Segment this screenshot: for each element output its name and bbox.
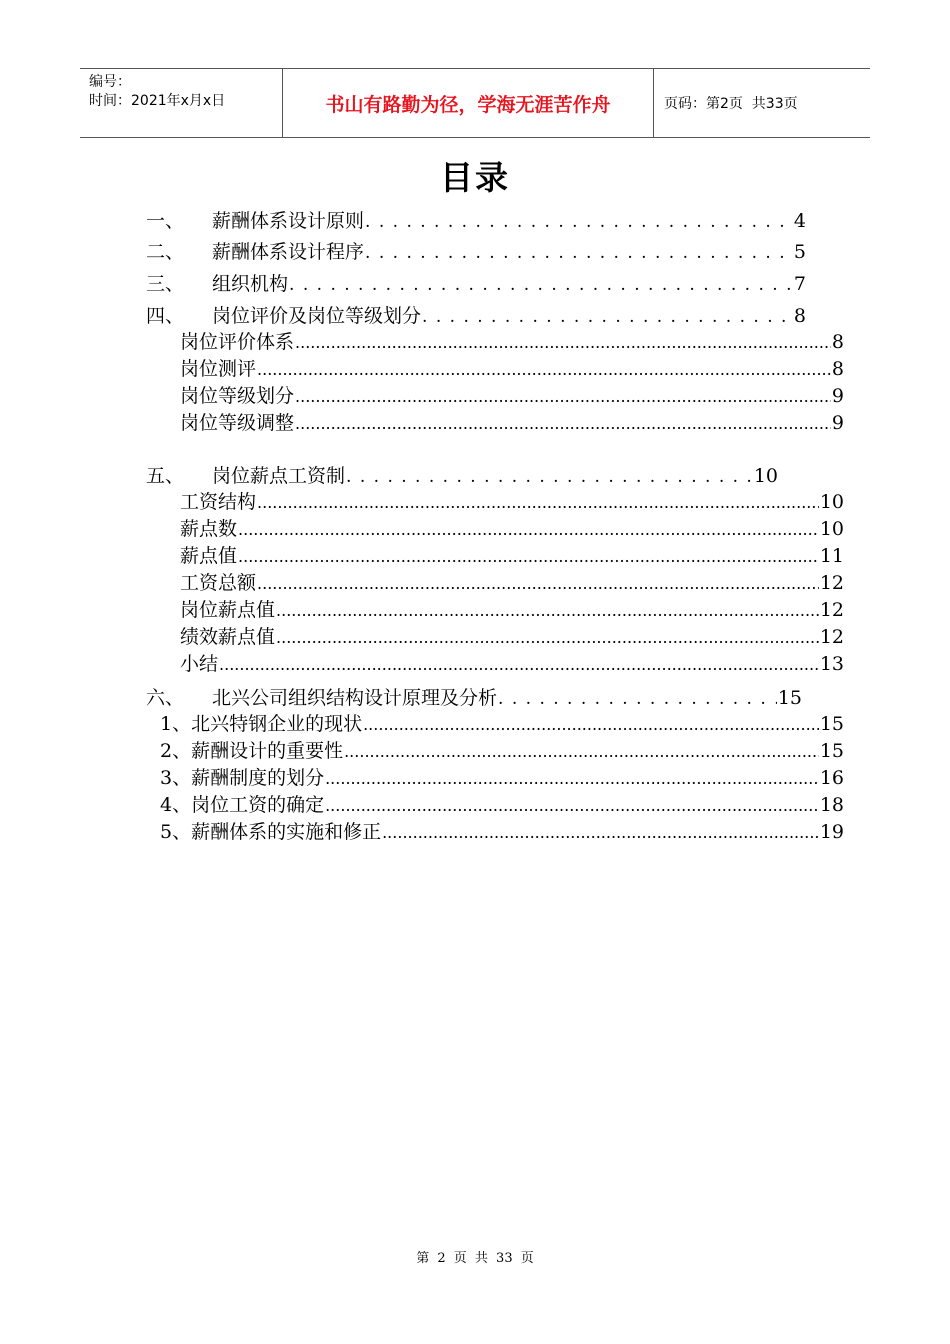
- toc-entry-number: 三、: [146, 273, 185, 295]
- toc-leader: [257, 572, 819, 594]
- toc-leader: [257, 358, 831, 380]
- toc-entry-text: 北兴公司组织结构设计原理及分析: [212, 687, 498, 709]
- toc-subentry[interactable]: [160, 817, 844, 844]
- toc-subentry-page: 8: [831, 331, 844, 353]
- toc-leader: [363, 713, 819, 735]
- toc-subentry[interactable]: [160, 790, 844, 817]
- toc-subentry-text: 岗位等级调整: [180, 412, 295, 434]
- toc-subentry-page: 12: [819, 599, 844, 621]
- toc-subentry-text: 薪点数: [180, 518, 238, 540]
- toc-leader: [289, 273, 793, 295]
- toc-subentry-text: 岗位等级划分: [180, 385, 295, 407]
- toc-leader: [422, 305, 793, 327]
- page-info: 页码：第2页 共33页: [664, 96, 798, 112]
- toc-leader: [498, 687, 777, 709]
- toc-entry-number: 六、: [146, 687, 185, 709]
- toc-leader: [276, 599, 819, 621]
- toc-entry-number: 五、: [146, 465, 185, 487]
- toc-leader: [344, 740, 819, 762]
- toc-subentry-page: 8: [831, 358, 844, 380]
- toc-subentry[interactable]: [180, 622, 844, 649]
- toc-entry[interactable]: [146, 206, 806, 233]
- toc-entry-page: 4: [793, 210, 806, 232]
- toc-entry-page: 5: [793, 241, 806, 263]
- toc-subentry-text: 1、北兴特钢企业的现状: [160, 713, 363, 735]
- time-label: 时间：2021年x月x日: [89, 93, 226, 109]
- toc-subentry[interactable]: [180, 487, 844, 514]
- toc-subentry-text: 4、岗位工资的确定: [160, 794, 325, 816]
- toc-entry-text: 薪酬体系设计原则: [212, 210, 365, 232]
- toc-subentry-page: 11: [819, 545, 844, 567]
- page-footer: 第 2 页 共 33 页: [416, 1251, 534, 1266]
- toc-entry-number: 二、: [146, 241, 185, 263]
- toc-subentry[interactable]: [180, 381, 844, 408]
- toc-subentry-text: 5、薪酬体系的实施和修正: [160, 821, 382, 843]
- toc-subentry[interactable]: [160, 736, 844, 763]
- toc-subentry[interactable]: [180, 649, 844, 676]
- toc-entry-text: 薪酬体系设计程序: [212, 241, 365, 263]
- toc-subentry-page: 19: [819, 821, 844, 843]
- toc-subentry-page: 10: [819, 491, 844, 513]
- toc-entry-number: 四、: [146, 305, 185, 327]
- toc-entry-text: 岗位评价及岗位等级划分: [212, 305, 422, 327]
- toc-entry-text: 组织机构: [212, 273, 289, 295]
- toc-subentry-page: 18: [819, 794, 844, 816]
- toc-entry[interactable]: [146, 237, 806, 264]
- toc-subentry-text: 岗位评价体系: [180, 331, 295, 353]
- toc-entry-page: 10: [753, 465, 778, 487]
- toc-subentry-text: 工资总额: [180, 572, 257, 594]
- toc-leader: [365, 210, 793, 232]
- toc-leader: [276, 626, 819, 648]
- toc-leader: [365, 241, 793, 263]
- toc-subentry[interactable]: [180, 541, 844, 568]
- toc-title: 目录: [440, 158, 510, 197]
- toc-entry[interactable]: [146, 301, 806, 328]
- toc-subentry-text: 小结: [180, 653, 219, 675]
- toc-subentry[interactable]: [180, 354, 844, 381]
- toc-subentry-page: 9: [831, 412, 844, 434]
- header-page-info-cell: [654, 69, 870, 137]
- toc-entry[interactable]: [146, 269, 806, 296]
- toc-subentry-page: 10: [819, 518, 844, 540]
- toc-subentry-text: 岗位薪点值: [180, 599, 276, 621]
- toc-subentry[interactable]: [180, 595, 844, 622]
- toc-subentry-text: 岗位测评: [180, 358, 257, 380]
- toc-subentry[interactable]: [180, 408, 844, 435]
- toc-entry[interactable]: [146, 683, 802, 710]
- toc-subentry[interactable]: [180, 327, 844, 354]
- toc-leader: [346, 465, 753, 487]
- toc-subentry-text: 绩效薪点值: [180, 626, 276, 648]
- toc-subentry-page: 12: [819, 626, 844, 648]
- header-left-cell: [80, 69, 282, 137]
- toc-subentry-page: 16: [819, 767, 844, 789]
- toc-leader: [238, 518, 819, 540]
- toc-subentry-page: 15: [819, 713, 844, 735]
- toc-entry[interactable]: [146, 461, 778, 488]
- toc-entry-number: 一、: [146, 210, 185, 232]
- toc-subentry-text: 薪点值: [180, 545, 238, 567]
- toc-entry-page: 7: [793, 273, 806, 295]
- header-motto: 书山有路勤为径，学海无涯苦作舟: [282, 69, 654, 137]
- toc-entry-page: 8: [793, 305, 806, 327]
- toc-leader: [257, 491, 819, 513]
- toc-leader: [295, 385, 831, 407]
- toc-subentry-page: 15: [819, 740, 844, 762]
- toc-leader: [295, 412, 831, 434]
- toc-leader: [325, 767, 819, 789]
- toc-subentry[interactable]: [160, 709, 844, 736]
- toc-subentry-text: 3、薪酬制度的划分: [160, 767, 325, 789]
- toc-subentry[interactable]: [160, 763, 844, 790]
- page-header: [80, 68, 870, 138]
- toc-subentry-page: 12: [819, 572, 844, 594]
- toc-leader: [238, 545, 819, 567]
- toc-leader: [219, 653, 819, 675]
- toc-subentry-text: 2、薪酬设计的重要性: [160, 740, 344, 762]
- toc-entry-page: 15: [777, 687, 802, 709]
- toc-leader: [325, 794, 819, 816]
- toc-entry-text: 岗位薪点工资制: [212, 465, 346, 487]
- number-label: 编号：: [89, 74, 131, 90]
- toc-subentry-page: 13: [819, 653, 844, 675]
- toc-subentry[interactable]: [180, 568, 844, 595]
- toc-subentry-text: 工资结构: [180, 491, 257, 513]
- toc-subentry-page: 9: [831, 385, 844, 407]
- toc-leader: [382, 821, 819, 843]
- toc-subentry[interactable]: [180, 514, 844, 541]
- toc-leader: [295, 331, 831, 353]
